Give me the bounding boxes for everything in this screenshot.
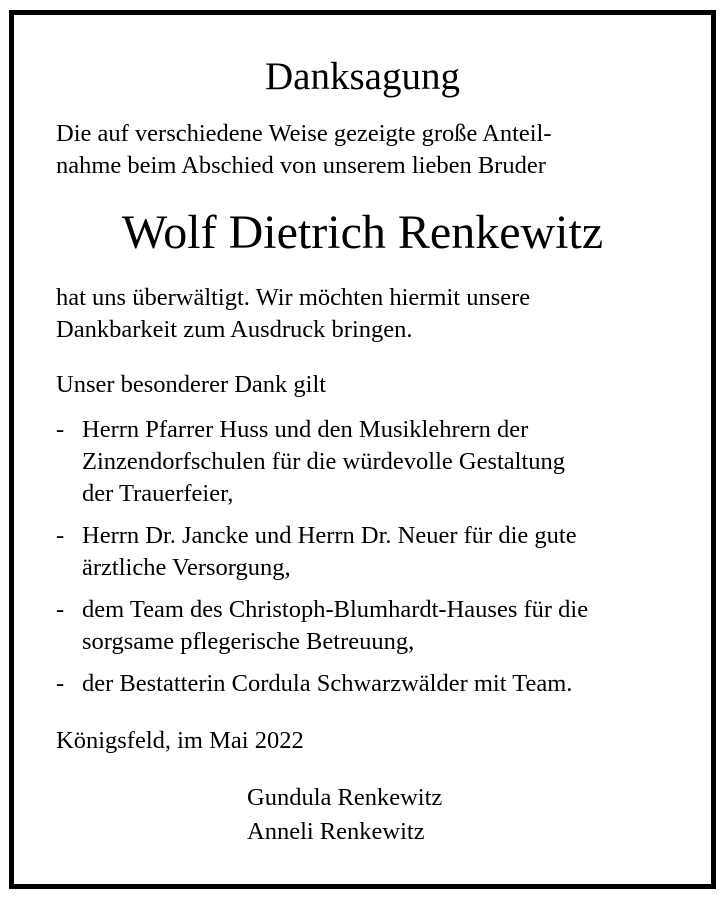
list-dash: -	[56, 596, 65, 623]
signer-name: Gundula Renkewitz	[247, 784, 443, 811]
signers	[247, 781, 442, 849]
list-item-line: Herrn Dr. Jancke und Herrn Dr. Neuer für die gute	[82, 522, 577, 549]
list-item-line: dem Team des Christoph-Blumhardt-Hauses für die	[82, 596, 589, 623]
deceased-name: Wolf Dietrich Renkewitz	[121, 206, 604, 259]
intro-line-2: nahme beim Abschied von unserem lieben Bruder	[56, 152, 546, 179]
list-item	[56, 594, 588, 658]
list-item	[56, 668, 588, 700]
list-item-line: sorgsame pflegerische Betreuung,	[82, 628, 415, 655]
list-item	[56, 520, 588, 584]
thanks-text	[56, 282, 530, 346]
intro-line-1: Die auf verschiedene Weise gezeigte große Anteil-	[56, 120, 552, 147]
list-item	[56, 414, 588, 510]
list-item-line: ärztliche Versorgung,	[82, 554, 291, 581]
thanks-line-1: hat uns überwältigt. Wir möchten hiermit unsere	[56, 284, 531, 311]
list-item-line: Herrn Pfarrer Huss und den Musiklehrern der	[82, 416, 529, 443]
list-dash: -	[56, 522, 65, 549]
thanks-line-2: Dankbarkeit zum Ausdruck bringen.	[56, 316, 413, 343]
special-thanks-intro: Unser besonderer Dank gilt	[56, 371, 327, 398]
list-item-line: Zinzendorfschulen für die würdevolle Gestaltung	[82, 448, 566, 475]
list-item-line: der Bestatterin Cordula Schwarzwälder mit Team.	[82, 670, 573, 697]
intro-text	[56, 118, 552, 182]
signer-name: Anneli Renkewitz	[247, 818, 425, 845]
list-dash: -	[56, 670, 65, 697]
notice-title: Danksagung	[265, 55, 460, 98]
list-dash: -	[56, 416, 65, 443]
place-date: Königsfeld, im Mai 2022	[56, 727, 304, 754]
special-thanks-list	[56, 414, 588, 710]
list-item-line: der Trauerfeier,	[82, 480, 234, 507]
